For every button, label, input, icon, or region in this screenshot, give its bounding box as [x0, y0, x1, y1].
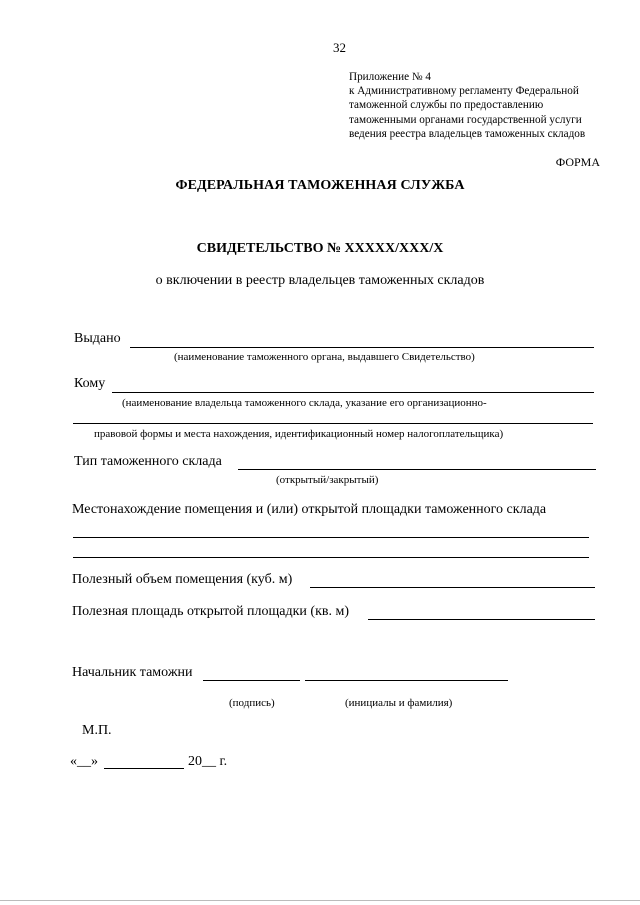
signature-hint: (подпись): [229, 697, 275, 709]
page-bottom-edge: [0, 900, 640, 901]
issued-field-line: [130, 347, 594, 348]
to-hint-line2: правовой формы и места нахождения, идентификационный номер налогоплательщика): [94, 428, 504, 440]
warehouse-type-hint: (открытый/закрытый): [276, 474, 379, 486]
appendix-line: ведения реестра владельцев таможенных складов: [349, 127, 586, 140]
form-label: ФОРМА: [555, 155, 600, 169]
volume-line: [310, 587, 595, 588]
name-line: [305, 680, 508, 681]
stamp-label: М.П.: [82, 723, 112, 738]
date-year: 20__ г.: [188, 754, 228, 769]
chief-label: Начальник таможни: [72, 665, 193, 680]
to-field-line-2: [73, 423, 593, 424]
warehouse-type-line: [238, 469, 596, 470]
appendix-note: [349, 70, 585, 141]
volume-label: Полезный объем помещения (куб. м): [72, 572, 293, 587]
location-label: Местонахождение помещения и (или) открытой площадки таможенного склада: [72, 502, 547, 517]
certificate-subtitle: о включении в реестр владельцев таможенных складов: [155, 273, 485, 288]
to-label: Кому: [74, 376, 106, 391]
area-label: Полезная площадь открытой площадки (кв. м): [72, 604, 350, 619]
date-month-line: [104, 768, 184, 769]
warehouse-type-label: Тип таможенного склада: [74, 454, 222, 469]
appendix-line: к Административному регламенту Федеральной: [349, 85, 579, 98]
appendix-line: Приложение № 4: [349, 71, 431, 83]
organization-name: ФЕДЕРАЛЬНАЯ ТАМОЖЕННАЯ СЛУЖБА: [175, 178, 465, 193]
issued-label: Выдано: [74, 331, 121, 346]
location-line-1: [73, 537, 589, 538]
location-line-2: [73, 557, 589, 558]
certificate-title: СВИДЕТЕЛЬСТВО № XXXXX/XXX/X: [196, 241, 444, 256]
name-hint: (инициалы и фамилия): [345, 697, 453, 709]
issued-hint: (наименование таможенного органа, выдавшего Свидетельство): [174, 351, 475, 363]
appendix-line: таможенной службы по предоставлению: [349, 99, 544, 112]
page-number: 32: [333, 40, 346, 55]
signature-line: [203, 680, 300, 681]
date-day: «__»: [70, 754, 98, 769]
to-hint-line1: (наименование владельца таможенного склада, указание его организационно-: [122, 397, 487, 409]
area-line: [368, 619, 595, 620]
to-field-line: [112, 392, 594, 393]
appendix-line: таможенными органами государственной услуги: [349, 113, 582, 126]
